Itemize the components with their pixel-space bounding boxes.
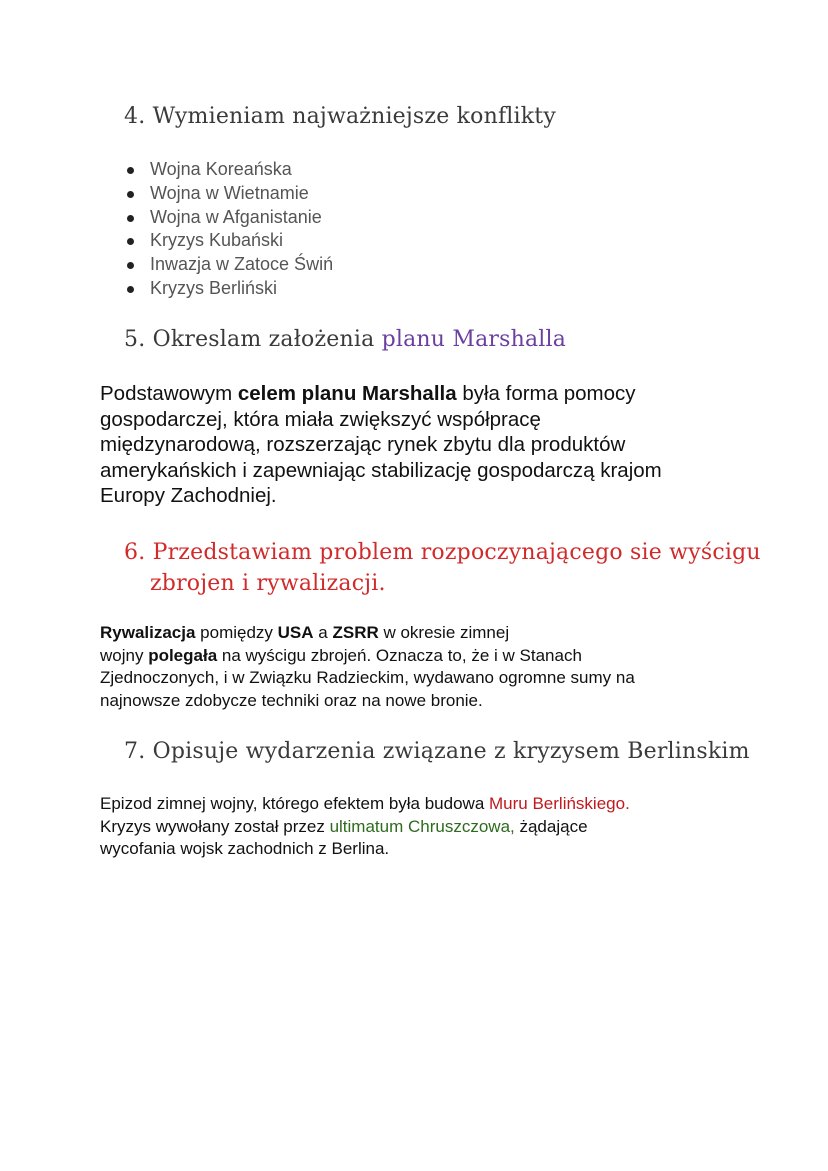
paragraph-line: gospodarczej, która miała zwiększyć współpracę xyxy=(100,407,541,431)
paragraph-line xyxy=(100,816,800,839)
list-item-text: Kryzys Kubański xyxy=(150,230,284,251)
text-run: a xyxy=(313,623,333,642)
section-5-heading-accent: planu Marshalla xyxy=(381,327,567,352)
bullet-icon xyxy=(127,286,134,293)
section-6-heading xyxy=(124,537,761,599)
list-item xyxy=(124,253,333,277)
section-4-heading xyxy=(124,101,556,132)
paragraph-line xyxy=(100,793,800,816)
section-7-heading-text: 7. Opisuje wydarzenia związane z kryzysem Berlinskim xyxy=(124,739,750,764)
bullet-icon xyxy=(127,167,134,174)
paragraph-line xyxy=(100,622,800,645)
section-6-number: 6. Przedstawiam problem rozpoczynającego sie xyxy=(124,540,670,565)
heading-line: zbrojen i rywalizacji. xyxy=(150,571,386,596)
list-item xyxy=(124,182,333,206)
section-7-heading xyxy=(124,736,750,767)
paragraph-line: Europy Zachodniej. xyxy=(100,484,277,507)
bold-text: celem planu Marshalla xyxy=(237,382,457,405)
list-item-text: Wojna w Afganistanie xyxy=(150,206,322,227)
bullet-icon xyxy=(127,215,134,222)
red-text: Muru Berlińskiego. xyxy=(489,794,630,813)
bullet-icon xyxy=(127,238,134,245)
text-run: zimnej wojny, którego efektem była budowa xyxy=(151,794,490,813)
berlin-crisis-paragraph xyxy=(100,793,800,861)
list-item-text: Kryzys Berliński xyxy=(150,277,278,298)
text-run: wojny xyxy=(100,645,149,665)
text-run: Kryzys wywołany został przez xyxy=(100,816,330,836)
paragraph-line xyxy=(100,645,800,668)
green-text: ultimatum Chruszczowa, xyxy=(329,816,515,836)
rivalry-paragraph xyxy=(100,622,800,712)
paragraph-line: Zjednoczonych, i w Związku Radzieckim, wydawano ogromne sumy na xyxy=(100,668,635,687)
list-item-text: Wojna w Wietnamie xyxy=(150,182,309,203)
bold-text: USA xyxy=(277,623,314,642)
paragraph-line: międzynarodową, rozszerzając rynek zbytu dla produktów xyxy=(100,433,626,456)
bold-text: polegała xyxy=(148,645,218,665)
list-item xyxy=(124,158,333,182)
section-5-heading xyxy=(124,324,566,355)
list-item xyxy=(124,229,333,253)
list-item xyxy=(124,206,333,230)
section-4-heading-text: 4. Wymieniam najważniejsze konflikty xyxy=(124,104,556,129)
paragraph-line: wycofania wojsk zachodnich z Berlina. xyxy=(100,839,390,858)
text-run: w okresie zimnej xyxy=(378,623,510,642)
bullet-icon xyxy=(127,191,134,198)
text-run: żądające xyxy=(514,816,588,836)
heading-line xyxy=(124,537,761,568)
list-item xyxy=(124,277,333,301)
paragraph-line xyxy=(100,381,800,407)
text-run: na wyścigu zbrojeń. Oznacza to, że i w Stanach xyxy=(217,645,582,665)
paragraph-line: amerykańskich i zapewniając stabilizację gospodarczą krajom xyxy=(100,458,662,482)
marshall-plan-paragraph xyxy=(100,381,800,509)
bullet-icon xyxy=(127,262,134,269)
list-item-text: Wojna Koreańska xyxy=(150,159,292,179)
text-run: pomiędzy xyxy=(195,623,278,642)
bold-text: ZSRR xyxy=(332,623,379,642)
bold-text: Rywalizacja xyxy=(100,623,196,642)
text-run: Epizod xyxy=(100,794,152,813)
section-6-heading-accent: wyścigu xyxy=(669,540,761,565)
text-run: Podstawowym xyxy=(100,382,238,405)
section-5-heading-prefix: 5. Okreslam założenia xyxy=(124,327,382,352)
list-item-text: Inwazja w Zatoce Świń xyxy=(150,254,334,275)
text-run: była forma pomocy xyxy=(456,382,636,405)
conflicts-list xyxy=(124,158,333,301)
paragraph-line: najnowsze zdobycze techniki oraz na nowe bronie. xyxy=(100,690,483,710)
